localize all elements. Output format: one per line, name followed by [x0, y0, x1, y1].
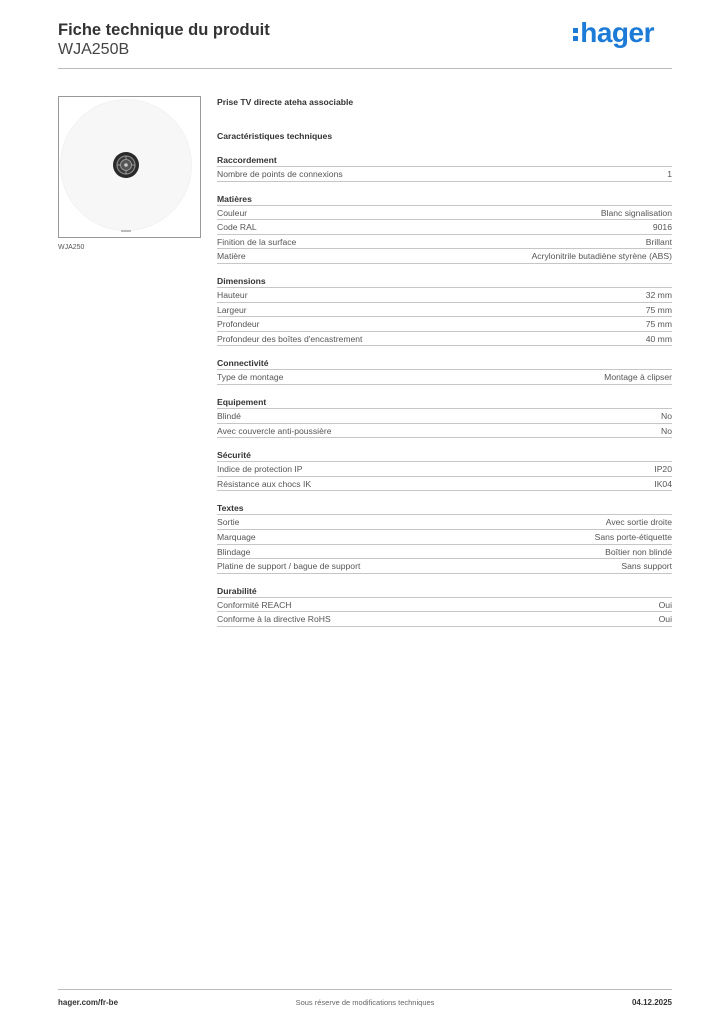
spec-row [217, 462, 672, 477]
spec-row [217, 249, 672, 264]
spec-section [217, 357, 672, 385]
spec-row [217, 288, 672, 303]
spec-label: Largeur [217, 304, 247, 315]
spec-row [217, 206, 672, 221]
specs-heading: Caractéristiques techniques [217, 131, 333, 141]
spec-section [217, 193, 672, 264]
header-divider [58, 68, 672, 69]
spec-value: Brillant [645, 236, 672, 247]
spec-row [217, 235, 672, 250]
spec-label: Type de montage [217, 372, 284, 383]
spec-row [217, 332, 672, 347]
logo-wordmark: hager [580, 17, 654, 48]
tv-socket-icon [59, 97, 200, 237]
spec-value: Acrylonitrile butadiène styrène (ABS) [531, 251, 672, 262]
spec-value: 75 mm [645, 304, 672, 315]
spec-row [217, 515, 672, 530]
spec-sections [217, 154, 672, 627]
spec-value: Montage à clipser [604, 372, 672, 383]
product-name: Prise TV directe ateha associable [217, 97, 354, 107]
spec-label: Conformité REACH [217, 599, 292, 610]
spec-label: Blindage [217, 546, 251, 557]
footer-website: hager.com/fr-be [58, 998, 119, 1007]
spec-label: Blindé [217, 410, 241, 421]
spec-value: 9016 [652, 222, 672, 233]
image-caption: WJA250 [58, 244, 85, 251]
spec-value: 1 [667, 169, 672, 179]
page-footer [58, 989, 672, 1018]
spec-label: Hauteur [217, 289, 248, 300]
spec-label: Code RAL [217, 222, 257, 233]
product-image [58, 96, 201, 238]
spec-value: Sans porte-étiquette [594, 531, 672, 542]
spec-value: IP20 [654, 464, 672, 475]
spec-section [217, 449, 672, 491]
spec-value: Blanc signalisation [600, 207, 672, 218]
spec-label: Couleur [217, 207, 248, 218]
logo-dots-icon [573, 28, 578, 41]
spec-value: No [661, 425, 672, 436]
section-title: Connectivité [217, 357, 672, 370]
spec-row [217, 424, 672, 439]
spec-value: Avec sortie droite [605, 517, 672, 528]
spec-content [217, 95, 672, 627]
spec-label: Avec couvercle anti-poussière [217, 425, 332, 436]
spec-label: Marquage [217, 531, 256, 542]
spec-label: Nombre de points de connexions [217, 169, 343, 179]
spec-label: Indice de protection IP [217, 464, 303, 475]
spec-label: Profondeur [217, 319, 260, 330]
section-title: Dimensions [217, 275, 672, 288]
spec-section [217, 396, 672, 438]
section-title: Durabilité [217, 585, 672, 598]
spec-row [217, 303, 672, 318]
spec-row [217, 545, 672, 560]
spec-value: 32 mm [645, 289, 672, 300]
spec-value: Sans support [621, 561, 672, 572]
spec-row [217, 370, 672, 385]
spec-section [217, 154, 672, 182]
hager-logo [573, 17, 654, 48]
spec-label: Profondeur des boîtes d'encastrement [217, 333, 363, 344]
section-title: Matières [217, 193, 672, 206]
section-title: Equipement [217, 396, 672, 409]
spec-row [217, 409, 672, 424]
page-header [58, 17, 672, 68]
spec-label: Sortie [217, 517, 240, 528]
spec-label: Résistance aux chocs IK [217, 478, 312, 489]
spec-label: Platine de support / bague de support [217, 561, 361, 572]
product-reference: WJA250B [58, 41, 130, 58]
footer-date: 04.12.2025 [631, 998, 672, 1007]
spec-row [217, 220, 672, 235]
spec-row [217, 612, 672, 627]
spec-section [217, 585, 672, 627]
spec-row [217, 317, 672, 332]
footer-disclaimer: Sous réserve de modifications techniques [295, 998, 435, 1007]
spec-row [217, 559, 672, 574]
spec-value: Boîtier non blindé [605, 546, 672, 557]
spec-value: Oui [658, 614, 672, 625]
spec-label: Conforme à la directive RoHS [217, 614, 331, 625]
spec-label: Finition de la surface [217, 236, 297, 247]
spec-label: Matière [217, 251, 246, 262]
spec-section [217, 275, 672, 346]
section-title: Textes [217, 502, 672, 515]
spec-row [217, 167, 672, 182]
section-title: Sécurité [217, 449, 672, 462]
spec-value: IK04 [654, 478, 672, 489]
spec-value: 40 mm [645, 333, 672, 344]
spec-row [217, 530, 672, 545]
spec-row [217, 598, 672, 613]
spec-row [217, 477, 672, 492]
spec-section [217, 502, 672, 573]
spec-value: Oui [658, 599, 672, 610]
page-title: Fiche technique du produit [58, 21, 270, 39]
spec-value: No [661, 410, 672, 421]
spec-value: 75 mm [645, 319, 672, 330]
section-title: Raccordement [217, 154, 672, 167]
